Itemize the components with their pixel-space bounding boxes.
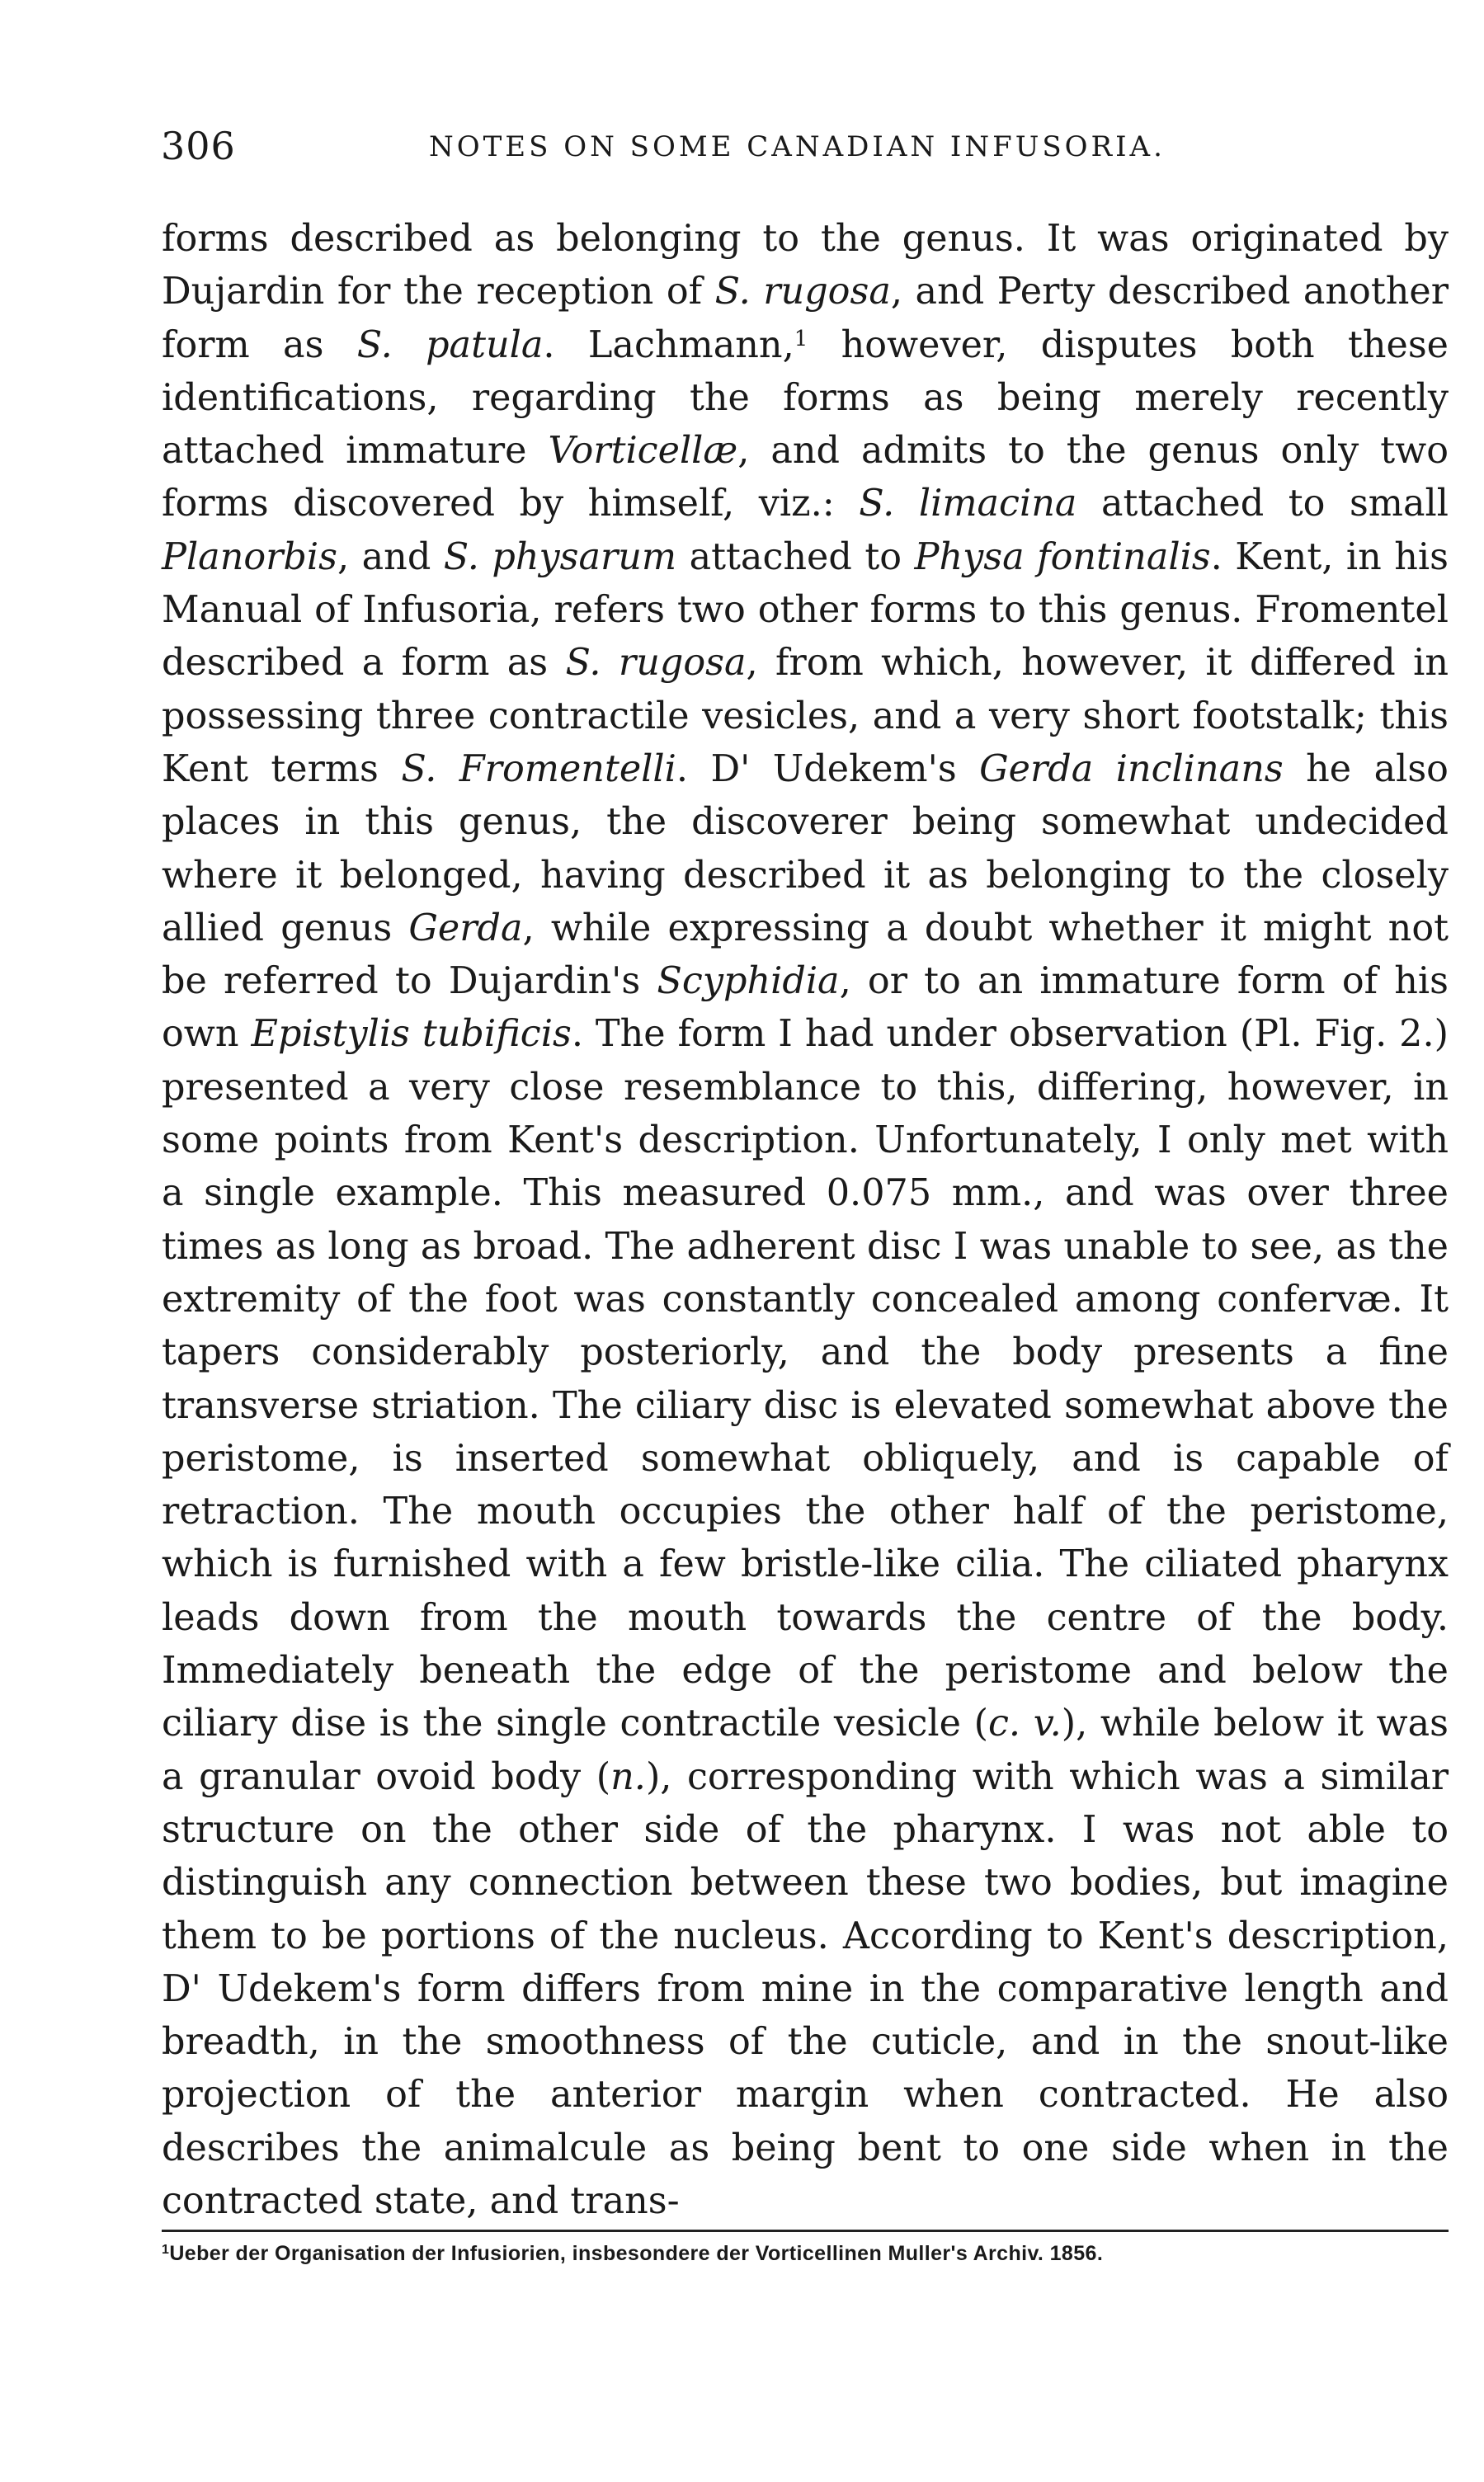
species-name: S. rugosa	[714, 271, 891, 313]
text-run: . The form I had under observation (Pl. Fig. 2.) presented a very close resemblance to this, differing, however, in some points from Kent's description. Unfortunately, I only met with a single example. This measured 0.075 mm., and was over three times as long as broad. The adherent disc I was unable to see, as the extremity of the foot was constantly concealed among confervæ. It tapers considerably posteriorly, and the body presents a fine transverse striation. The ciliary disc is elevated somewhat above the peristome, is inserted somewhat obliquely, and is capable of retraction. The mouth occupies the other half of the peristome, which is furnished with a few bristle-like cilia. The ciliated pharynx leads down from the mouth towards the centre of the body. Immediately beneath the edge of the peristome and below the ciliary dise is the single contractile vesicle (	[162, 1013, 1449, 1745]
text-run: . Lachmann,	[543, 323, 794, 366]
text-run: , while expressing a doubt whether it might not be referred to Dujardin's	[162, 907, 1449, 1003]
text-run: forms described as belonging to the genus. It was originated by Dujardin for the reception of	[162, 218, 1449, 313]
running-head	[161, 124, 1448, 173]
text-run: . Kent, in his Manual of Infusoria, refers two other forms to this genus. Fromentel described a form as	[162, 535, 1449, 685]
species-name: S. Fromentelli	[401, 747, 676, 790]
text-run: he also places in this genus, the discoverer being somewhat undecided where it belonged, having described it as belonging to the closely allied genus	[162, 747, 1449, 949]
footnote	[162, 2242, 1449, 2266]
genus-name: Gerda	[408, 907, 523, 949]
figure-label: n.	[610, 1755, 646, 1798]
text-run: , and Perty described another form as	[162, 271, 1449, 366]
footnote-rule	[162, 2230, 1449, 2232]
species-name: S. patula	[356, 323, 544, 366]
text-run: , or to an immature form of his own	[162, 960, 1449, 1056]
body-paragraph	[162, 213, 1449, 2228]
species-name: S. physarum	[443, 535, 677, 578]
footnote-reference: 1	[794, 326, 808, 351]
text-run: attached to small	[1076, 483, 1449, 525]
text-run: , and admits to the genus only two forms discovered by himself, viz.:	[162, 430, 1449, 525]
footnote-text: Ueber der Organisation der Infusiorien, insbesondere der Vorticellinen Muller's Archiv. 1856.	[169, 2242, 1104, 2265]
genus-name: Vorticellæ	[548, 430, 738, 473]
genus-name: Planorbis	[162, 535, 337, 578]
page-number: 306	[161, 124, 236, 168]
text-run: however, disputes both these identifications, regarding the forms as being merely recently attached immature	[162, 323, 1449, 473]
footnote-marker: 1	[162, 2243, 170, 2257]
running-title: NOTES ON SOME CANADIAN INFUSORIA.	[429, 130, 1166, 163]
text-run: , and	[337, 535, 444, 578]
text-run: ), corresponding with which was a similar structure on the other side of the pharynx. I was not able to distinguish any connection between these two bodies, but imagine them to be portions of the nucleus. According to Kent's description, D' Udekem's form differs from mine in the comparative length and breadth, in the smoothness of the cuticle, and in the snout-like projection of the anterior margin when contracted. He also describes the animalcule as being bent to one side when in the contracted state, and trans-	[162, 1755, 1449, 2222]
species-name: Gerda inclinans	[979, 747, 1284, 790]
species-name: S. limacina	[859, 483, 1077, 525]
text-run: ), while below it was a granular ovoid body (	[162, 1703, 1449, 1798]
text-run: , from which, however, it differed in possessing three contractile vesicles, and a very short footstalk; this Kent terms	[162, 642, 1449, 790]
genus-name: Scyphidia	[657, 960, 840, 1003]
figure-label: c. v.	[987, 1703, 1062, 1745]
species-name: Physa fontinalis	[914, 535, 1211, 578]
text-run: . D' Udekem's	[676, 747, 980, 790]
text-run: attached to	[676, 535, 915, 578]
species-name: S. rugosa	[565, 642, 747, 685]
species-name: Epistylis tubificis	[251, 1013, 572, 1056]
